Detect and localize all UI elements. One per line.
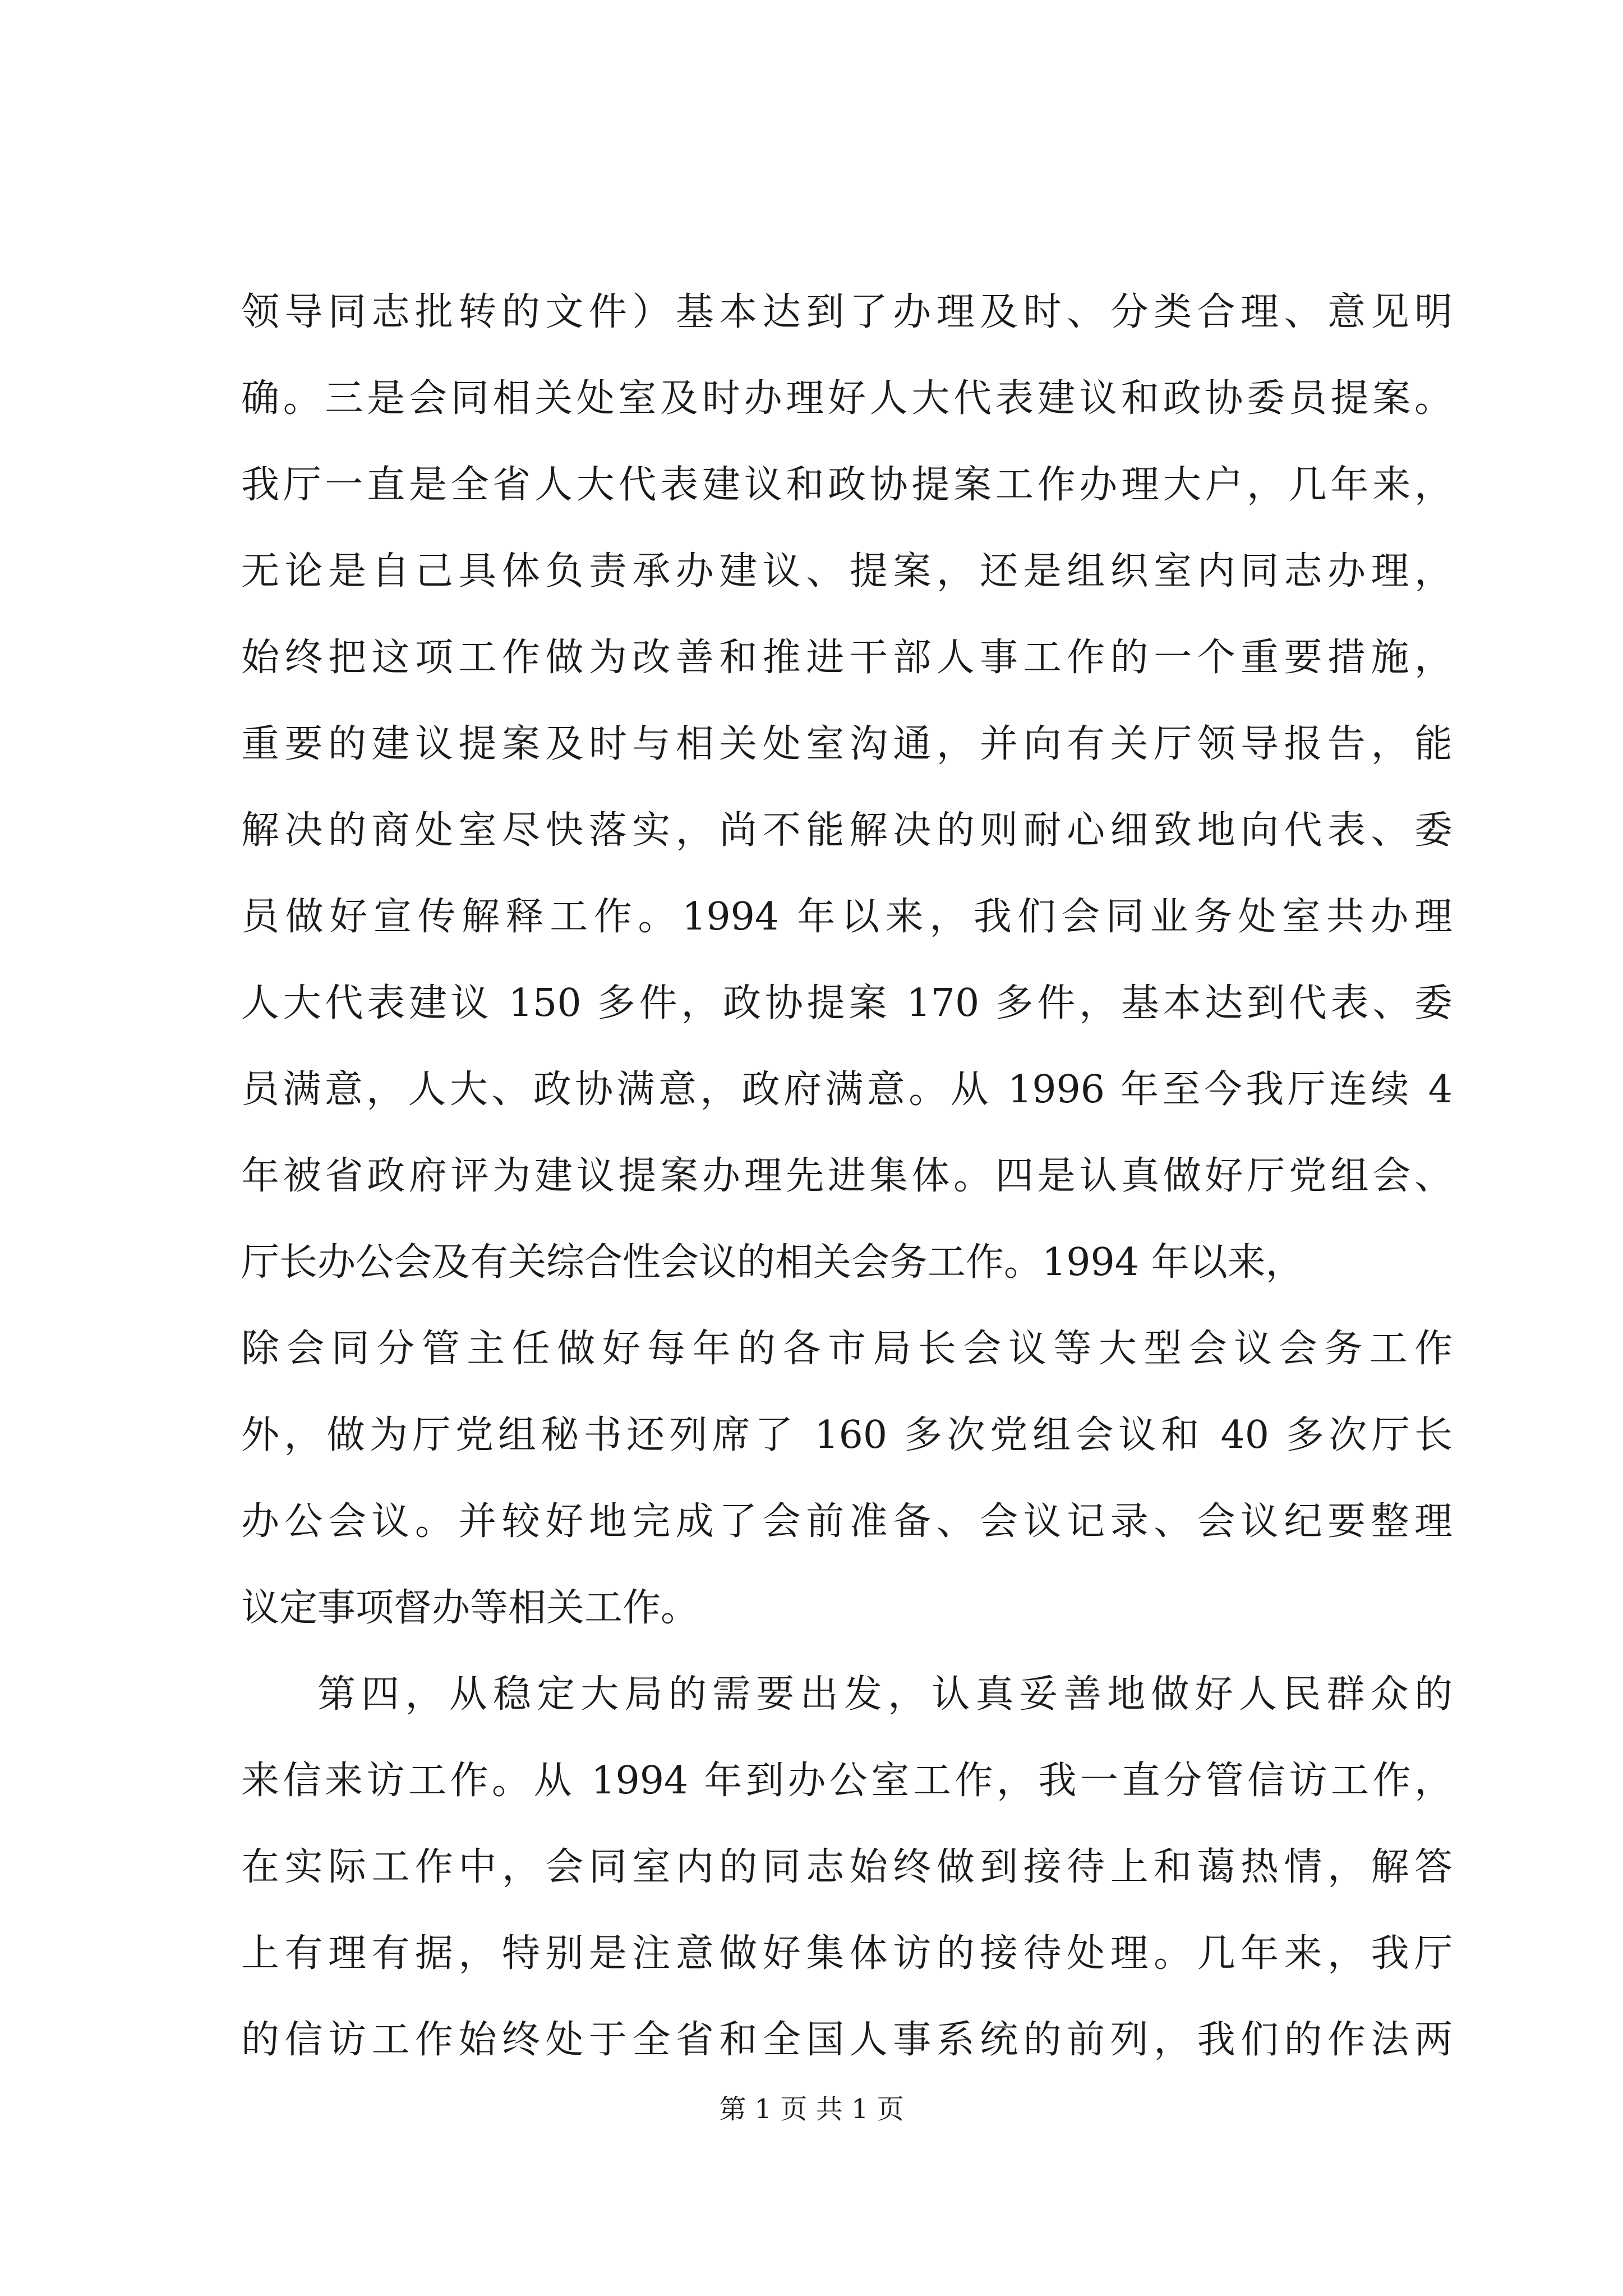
paragraph-first-line: 第四，从稳定大局的需要出发，认真妥善地做好人民群众的 (317, 1672, 1453, 1717)
text-line: 员做好宣传解释工作。1994 年以来，我们会同业务处室共办理 (241, 895, 1453, 939)
text-line: 议定事项督办等相关工作。 (241, 1586, 699, 1630)
text-line: 上有理有据，特别是注意做好集体访的接待处理。几年来，我厅 (241, 1931, 1453, 1976)
text-line: 年被省政府评为建议提案办理先进集体。四是认真做好厅党组会、 (241, 1154, 1453, 1198)
page-footer: 第 1 页 共 1 页 (719, 2093, 904, 2125)
text-line: 我厅一直是全省人大代表建议和政协提案工作办理大户，几年来， (241, 463, 1453, 507)
text-line: 除会同分管主任做好每年的各市局长会议等大型会议会务工作 (241, 1327, 1453, 1371)
text-line: 解决的商处室尽快落实，尚不能解决的则耐心细致地向代表、委 (241, 808, 1453, 853)
text-line: 重要的建议提案及时与相关处室沟通，并向有关厅领导报告，能 (241, 722, 1453, 766)
text-line: 来信来访工作。从 1994 年到办公室工作，我一直分管信访工作， (241, 1759, 1453, 1803)
text-line: 的信访工作始终处于全省和全国人事系统的前列，我们的作法两 (241, 2018, 1453, 2062)
text-line: 领导同志批转的文件）基本达到了办理及时、分类合理、意见明 (241, 290, 1453, 334)
text-line: 外，做为厅党组秘书还列席了 160 多次党组会议和 40 多次厅长 (241, 1413, 1453, 1457)
text-line: 人大代表建议 150 多件，政协提案 170 多件，基本达到代表、委 (241, 981, 1453, 1025)
text-line: 无论是自己具体负责承办建议、提案，还是组织室内同志办理， (241, 549, 1453, 593)
body-text (241, 269, 1453, 2083)
text-line: 在实际工作中，会同室内的同志始终做到接待上和蔼热情，解答 (241, 1845, 1453, 1889)
text-line: 始终把这项工作做为改善和推进干部人事工作的一个重要措施， (241, 636, 1453, 680)
text-line: 确。三是会同相关处室及时办理好人大代表建议和政协委员提案。 (241, 376, 1453, 421)
text-line: 厅长办公会及有关综合性会议的相关会务工作。1994 年以来， (241, 1240, 1304, 1285)
text-line: 员满意，人大、政协满意，政府满意。从 1996 年至今我厅连续 4 (241, 1068, 1453, 1112)
text-line: 办公会议。并较好地完成了会前准备、会议记录、会议纪要整理 (241, 1499, 1453, 1544)
